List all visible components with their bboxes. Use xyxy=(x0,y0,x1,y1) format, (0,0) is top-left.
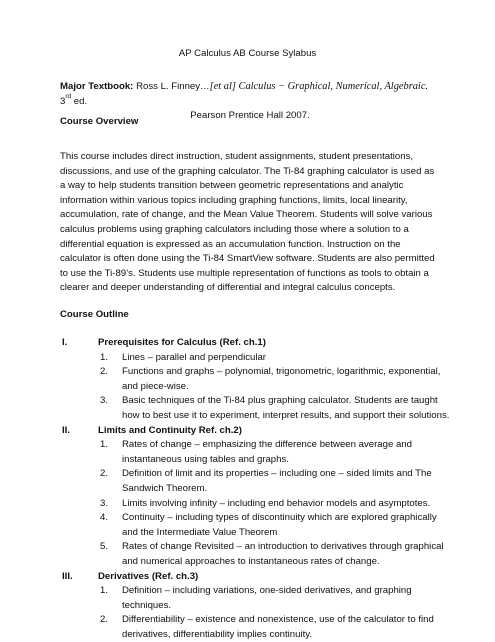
outline-item-list xyxy=(98,438,450,569)
outline-section xyxy=(60,424,450,570)
outline-section xyxy=(60,570,450,642)
course-outline-heading: Course Outline xyxy=(60,308,129,323)
outline-section-number: III. xyxy=(62,570,73,585)
course-outline-list xyxy=(60,336,450,642)
textbook-edition-superscript: rd xyxy=(65,93,71,100)
outline-item-text: Continuity – including types of discontinuity which are explored graphically and the Intermediate Value Theorem xyxy=(122,512,437,538)
outline-section-title: Limits and Continuity Ref. ch.2) xyxy=(98,424,450,439)
outline-item-number: 1. xyxy=(100,438,108,453)
textbook-publisher: Pearson Prentice Hall 2007. xyxy=(60,109,440,124)
outline-item-text: Limits involving infinity – including end behavior models and asymptotes. xyxy=(122,498,430,509)
document-title: AP Calculus AB Course Sylabus xyxy=(0,47,495,62)
outline-item-text: Definition – including variations, one-sided derivatives, and graphing techniques. xyxy=(122,585,412,611)
textbook-author: Ross L. Finney… xyxy=(136,81,210,92)
course-overview-heading: Course Overview xyxy=(60,115,138,130)
outline-item-number: 2. xyxy=(100,467,108,482)
outline-item-text: Rates of change Revisited – an introduction to derivatives through graphical and numerical approaches to instantaneous rates of change. xyxy=(122,541,444,567)
outline-list-item xyxy=(98,511,450,540)
outline-item-text: Functions and graphs – polynomial, trigonometric, logarithmic, exponential, and piece-wise. xyxy=(122,366,440,392)
outline-item-number: 1. xyxy=(100,351,108,366)
textbook-edition-suffix: ed. xyxy=(74,96,87,107)
outline-section-number: I. xyxy=(62,336,67,351)
outline-item-number: 2. xyxy=(100,365,108,380)
outline-section-title: Prerequisites for Calculus (Ref. ch.1) xyxy=(98,336,450,351)
outline-item-number: 4. xyxy=(100,511,108,526)
outline-list-item xyxy=(98,365,450,394)
outline-item-number: 5. xyxy=(100,540,108,555)
outline-item-text: Definition of limit and its properties – including one – sided limits and The Sandwich Theorem. xyxy=(122,468,432,494)
outline-item-list xyxy=(98,351,450,424)
outline-list-item xyxy=(98,613,450,642)
outline-list-item xyxy=(98,540,450,569)
outline-item-number: 1. xyxy=(100,584,108,599)
outline-list-item xyxy=(98,351,450,366)
outline-section xyxy=(60,336,450,424)
outline-item-number: 3. xyxy=(100,394,108,409)
outline-section-title: Derivatives (Ref. ch.3) xyxy=(98,570,450,585)
course-overview-body: This course includes direct instruction, student assignments, student presentations, discussions, and use of the graphing calculator. The Ti-84 graphing calculator is used as a way to help students transition between geometric representations and analytic information within various topics including graphing functions, limits, local linearity, accumulation, rate of change, and the Mean Value Theorem. Students will solve various calculus problems using graphing calculators including those where a solution to a differential equation is expressed as an accumulation function. Instruction on the calculator is often done using the Ti-84 SmartView software. Students are also permitted to use the Ti-89’s. Students use multiple representation of functions as tools to obtain a clearer and deeper understanding of differential and integral calculus concepts. xyxy=(60,150,440,296)
outline-item-text: Rates of change – emphasizing the difference between average and instantaneous using tables and graphs. xyxy=(122,439,412,465)
outline-item-text: Differentiability – existence and nonexistence, use of the calculator to find derivatives, differentiability implies continuity. xyxy=(122,614,434,640)
outline-list-item xyxy=(98,497,450,512)
outline-list-item xyxy=(98,394,450,423)
outline-item-text: Lines – parallel and perpendicular xyxy=(122,352,266,363)
textbook-title-math: [et al] Calculus − Graphical, Numerical, Algebraic. xyxy=(210,81,428,92)
outline-item-number: 2. xyxy=(100,613,108,628)
outline-list-item xyxy=(98,467,450,496)
textbook-edition-number: 3 xyxy=(60,96,65,107)
outline-item-list xyxy=(98,584,450,642)
textbook-label: Major Textbook: xyxy=(60,81,133,92)
outline-list-item xyxy=(98,584,450,613)
outline-item-text: Basic techniques of the Ti-84 plus graphing calculator. Students are taught how to best use it to experiment, interpret results, and support their solutions. xyxy=(122,395,449,421)
outline-section-number: II. xyxy=(62,424,70,439)
outline-item-number: 3. xyxy=(100,497,108,512)
outline-list-item xyxy=(98,438,450,467)
